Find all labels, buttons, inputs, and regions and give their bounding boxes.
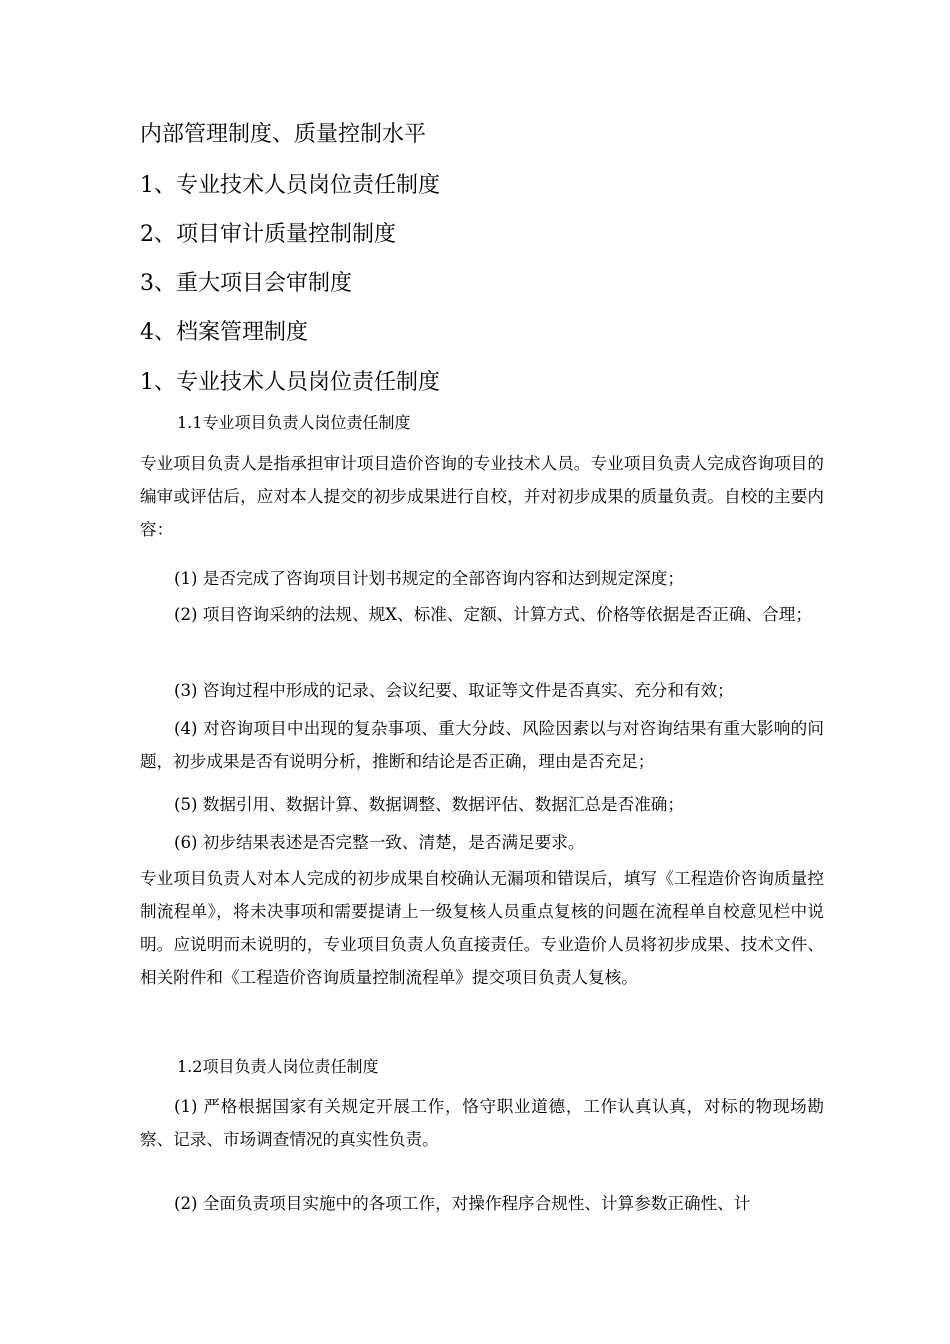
toc-item-3: 3、重大项目会审制度: [140, 271, 352, 296]
subsection-heading-1-1: 1.1专业项目负责人岗位责任制度: [177, 413, 411, 432]
list-item-1: (1) 是否完成了咨询项目计划书规定的全部咨询内容和达到规定深度；: [174, 569, 684, 588]
list-item-3: (3) 咨询过程中形成的记录、会议纪要、取证等文件是否真实、充分和有效；: [174, 681, 734, 700]
list-item-2: (2) 项目咨询采纳的法规、规X、标准、定额、计算方式、价格等依据是否正确、合理；: [174, 605, 812, 624]
list-item-4: (4) 对咨询项目中出现的复杂事项、重大分歧、风险因素以与对咨询结果有重大影响的问题，初步成果是否有说明分析，推断和结论是否正确，理由是否充足；: [140, 719, 824, 771]
toc-item-1: 1、专业技术人员岗位责任制度: [140, 173, 440, 198]
paragraph-intro: 专业项目负责人是指承担审计项目造价咨询的专业技术人员。专业项目负责人完成咨询项目的编审或评估后，应对本人提交的初步成果进行自校，并对初步成果的质量负责。自校的主要内容：: [140, 454, 824, 539]
paragraph-procedure: 专业项目负责人对本人完成的初步成果自校确认无漏项和错误后，填写《工程造价咨询质量控制流程单》，将未决事项和需要提请上一级复核人员重点复核的问题在流程单自校意见栏中说明。应说明而未说明的，专业项目负责人负直接责任。专业造价人员将初步成果、技术文件、相关附件和《工程造价咨询质量控制流程单》提交项目负责人复核。: [140, 869, 824, 987]
list-item-2-1: (1) 严格根据国家有关规定开展工作，恪守职业道德，工作认真认真，对标的物现场勘察、记录、市场调查情况的真实性负责。: [140, 1097, 824, 1149]
document-title: 内部管理制度、质量控制水平: [140, 122, 427, 147]
list-item-2-2: (2) 全面负责项目实施中的各项工作，对操作程序合规性、计算参数正确性、计: [174, 1194, 751, 1213]
list-item-6: (6) 初步结果表述是否完整一致、清楚，是否满足要求。: [174, 833, 585, 852]
list-item-5: (5) 数据引用、数据计算、数据调整、数据评估、数据汇总是否准确；: [174, 795, 684, 814]
subsection-heading-1-2: 1.2项目负责人岗位责任制度: [177, 1057, 379, 1076]
toc-item-2: 2、项目审计质量控制制度: [140, 222, 396, 247]
section-heading: 1、专业技术人员岗位责任制度: [140, 370, 440, 395]
toc-item-4: 4、档案管理制度: [140, 320, 308, 345]
